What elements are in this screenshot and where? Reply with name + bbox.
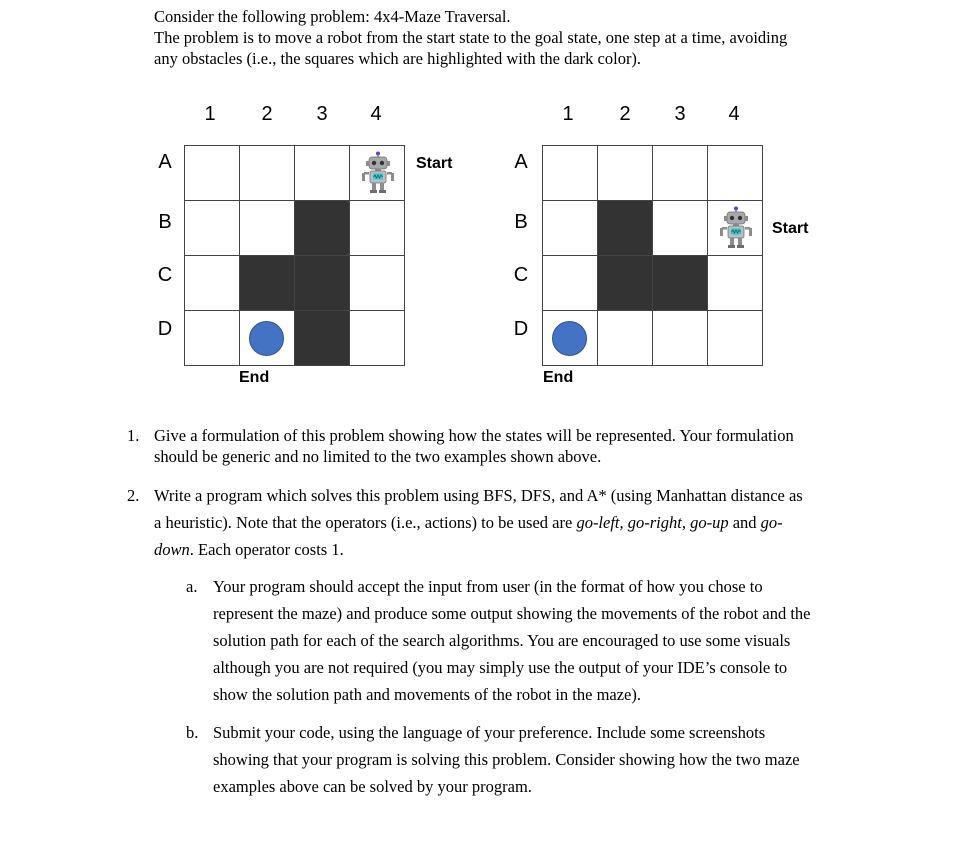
row-label: A — [514, 151, 528, 173]
cell-D3-wall — [295, 311, 350, 366]
cell-D4 — [350, 311, 405, 366]
row-label: C — [513, 264, 529, 286]
question-2-line-1: Write a program which solves this problem using BFS, DFS, and A* (using Manhattan distance as — [154, 486, 803, 505]
subquestion-a-line-5: show the solution path and movements of the robot in the maze). — [213, 685, 641, 704]
start-label: Start — [416, 155, 453, 172]
intro-paragraph — [154, 6, 914, 69]
end-label: End — [543, 369, 574, 386]
row-label: B — [514, 211, 528, 233]
column-label: 4 — [370, 103, 382, 125]
cell-B3 — [653, 201, 708, 256]
cell-C2-wall — [240, 256, 295, 311]
question-2-line-2-text: a heuristic). Note that the operators (i.e., actions) to be used are — [154, 513, 573, 532]
question-2-line-3 — [154, 540, 344, 560]
subquestion-a-line-2: represent the maze) and produce some output showing the movements of the robot and the — [213, 604, 811, 623]
row-label: D — [157, 318, 173, 340]
cell-B2-wall — [598, 201, 653, 256]
cell-C2-wall — [598, 256, 653, 311]
column-label: 4 — [728, 103, 740, 125]
cell-A3 — [653, 146, 708, 201]
cell-D1 — [185, 311, 240, 366]
robot-icon — [361, 151, 395, 195]
column-label: 2 — [261, 103, 273, 125]
maze-grid — [542, 145, 763, 366]
cell-D1 — [543, 311, 598, 366]
column-label: 1 — [562, 103, 574, 125]
robot-icon — [719, 206, 753, 250]
column-label: 2 — [619, 103, 631, 125]
maze-grid — [184, 145, 405, 366]
cell-B1 — [185, 201, 240, 256]
row-label: C — [157, 264, 173, 286]
intro-line-2: The problem is to move a robot from the start state to the goal state, one step at a time, avoiding — [154, 28, 788, 47]
question-1-line-1: Give a formulation of this problem showing how the states will be represented. Your formulation — [154, 426, 794, 445]
intro-line-3: any obstacles (i.e., the squares which are highlighted with the dark color). — [154, 49, 642, 68]
subquestion-a-line-3: solution path for each of the search algorithms. You are encouraged to use some visuals — [213, 631, 791, 650]
operator-go-down-start: go- — [760, 513, 783, 532]
subquestion-b-line-1: Submit your code, using the language of your preference. Include some screenshots — [213, 723, 766, 742]
question-1-line-2: should be generic and no limited to the two examples shown above. — [154, 447, 602, 466]
column-label: 3 — [316, 103, 328, 125]
start-label: Start — [772, 220, 809, 237]
cell-A4 — [708, 146, 763, 201]
cell-A3 — [295, 146, 350, 201]
cell-C3-wall — [653, 256, 708, 311]
subquestion-letter: b. — [186, 723, 199, 742]
cell-D2 — [598, 311, 653, 366]
subquestion-b-line-3: examples above can be solved by your program. — [213, 777, 532, 796]
subquestion-a-line-1: Your program should accept the input from user (in the format of how you chose to — [213, 577, 763, 596]
goal-circle-icon — [249, 321, 284, 356]
goal-circle-icon — [552, 321, 587, 356]
column-label: 1 — [204, 103, 216, 125]
question-number: 1. — [127, 426, 140, 445]
question-number: 2. — [127, 486, 140, 505]
cell-D3 — [653, 311, 708, 366]
cell-C1 — [543, 256, 598, 311]
subquestion-b-line-2: showing that your program is solving this problem. Consider showing how the two maze — [213, 750, 800, 769]
cell-A1 — [185, 146, 240, 201]
cell-B3-wall — [295, 201, 350, 256]
subquestion-letter: a. — [186, 577, 198, 596]
cell-C3-wall — [295, 256, 350, 311]
cell-A2 — [598, 146, 653, 201]
cell-D4 — [708, 311, 763, 366]
cell-B4 — [350, 201, 405, 256]
row-label: A — [158, 151, 172, 173]
cell-D2 — [240, 311, 295, 366]
conjunction: and — [732, 513, 757, 532]
operator-cost: . Each operator costs 1. — [189, 540, 344, 559]
operator-list: go-left, go-right, go-up — [576, 513, 729, 532]
cell-A4 — [350, 146, 405, 201]
cell-C1 — [185, 256, 240, 311]
end-label: End — [239, 369, 270, 386]
column-label: 3 — [674, 103, 686, 125]
cell-B1 — [543, 201, 598, 256]
cell-A2 — [240, 146, 295, 201]
cell-B4 — [708, 201, 763, 256]
operator-go-down-end: down — [154, 540, 190, 559]
subquestion-a-line-4: although you are not required (you may simply use the output of your IDE’s console to — [213, 658, 788, 677]
row-label: D — [513, 318, 529, 340]
cell-C4 — [350, 256, 405, 311]
intro-line-1: Consider the following problem: 4x4-Maze Traversal. — [154, 7, 511, 26]
cell-A1 — [543, 146, 598, 201]
cell-B2 — [240, 201, 295, 256]
cell-C4 — [708, 256, 763, 311]
question-2-line-2 — [154, 513, 783, 533]
row-label: B — [158, 211, 172, 233]
